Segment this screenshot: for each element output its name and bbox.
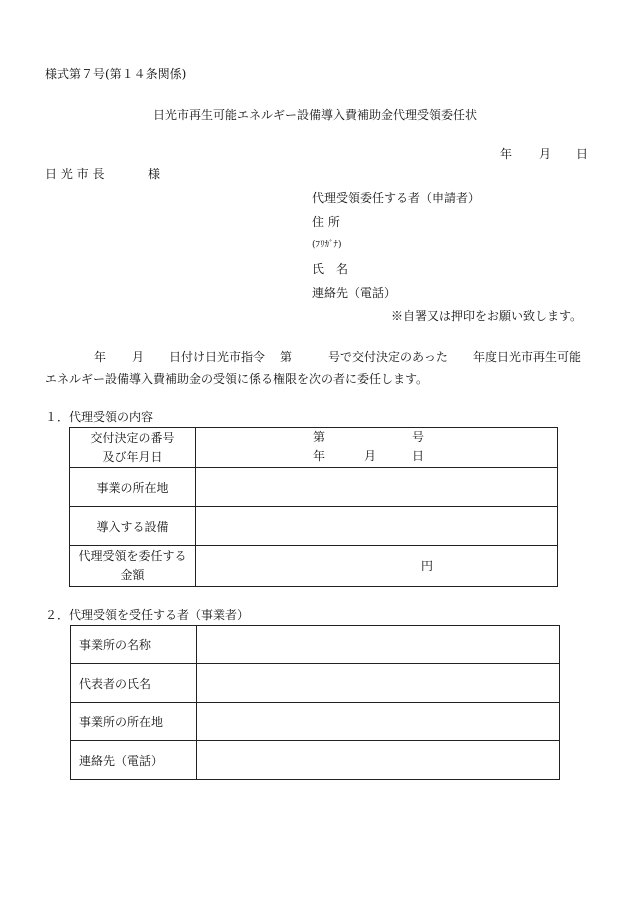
form-number: 様式第７号(第１４条関係): [45, 67, 187, 81]
section1-table: [69, 427, 558, 587]
amount-unit: 円: [421, 559, 434, 573]
body-fiscal-year: 年度日光市再生可能: [473, 350, 582, 364]
body-line-2: エネルギー設備導入費補助金の受領に係る権限を次の者に委任します。: [45, 372, 429, 386]
body-month: 月: [132, 350, 145, 364]
decision-number-value-cell[interactable]: [196, 428, 558, 468]
addressee-name: 日 光 市 長: [45, 167, 105, 181]
decision-number-label-line1: 交付決定の番号: [90, 430, 175, 445]
amount-label-line2: 金額: [120, 568, 145, 582]
applicant-contact-label: 連絡先（電話）: [312, 286, 397, 300]
contact-phone-field[interactable]: [197, 741, 560, 780]
applicant-name-label: 氏 名: [312, 262, 349, 276]
representative-label: 代表者の氏名: [71, 664, 197, 703]
decision-go: 号: [412, 430, 425, 444]
decision-number-label-cell: [70, 428, 196, 468]
contact-phone-label: 連絡先（電話）: [71, 741, 197, 780]
date-month-label: 月: [539, 147, 552, 161]
amount-label-line1: 代理受領を委任する: [78, 549, 187, 563]
section1-heading: １．代理受領の内容: [45, 410, 154, 424]
equipment-field[interactable]: [196, 507, 558, 546]
business-location-field[interactable]: [196, 468, 558, 507]
equipment-label: 導入する設備: [70, 507, 196, 546]
applicant-heading: 代理受領委任する者（申請者）: [312, 191, 481, 205]
document-title: 日光市再生可能エネルギー設備導入費補助金代理受領委任状: [152, 108, 477, 122]
applicant-address-label: 住 所: [312, 215, 340, 229]
representative-field[interactable]: [197, 664, 560, 703]
decision-dai: 第: [313, 430, 326, 444]
body-dai: 第: [280, 350, 293, 364]
decision-tsuki: 月: [364, 449, 377, 463]
applicant-furigana-label: (ﾌﾘｶﾞﾅ): [312, 240, 342, 250]
office-name-field[interactable]: [197, 626, 560, 664]
date-year-label: 年: [500, 147, 513, 161]
body-go-decision: 号で交付決定のあった: [328, 350, 448, 364]
office-name-label: 事業所の名称: [71, 626, 197, 664]
office-location-label: 事業所の所在地: [71, 703, 197, 741]
decision-number-label-line2: 及び年月日: [102, 449, 163, 464]
amount-field[interactable]: [196, 546, 558, 587]
signature-note: ※自署又は押印をお願い致します。: [391, 309, 583, 323]
office-location-field[interactable]: [197, 703, 560, 741]
section2-heading: ２．代理受領を受任する者（事業者）: [45, 608, 250, 622]
date-day-label: 日: [576, 147, 589, 161]
decision-nen: 年: [313, 449, 326, 463]
amount-label-cell: [70, 546, 196, 587]
body-year: 年: [94, 350, 107, 364]
business-location-label: 事業の所在地: [70, 468, 196, 507]
addressee-honorific: 様: [148, 167, 161, 181]
decision-hi: 日: [412, 449, 425, 463]
section2-table: [70, 625, 560, 780]
body-dated-directive: 日付け日光市指令: [169, 350, 266, 364]
